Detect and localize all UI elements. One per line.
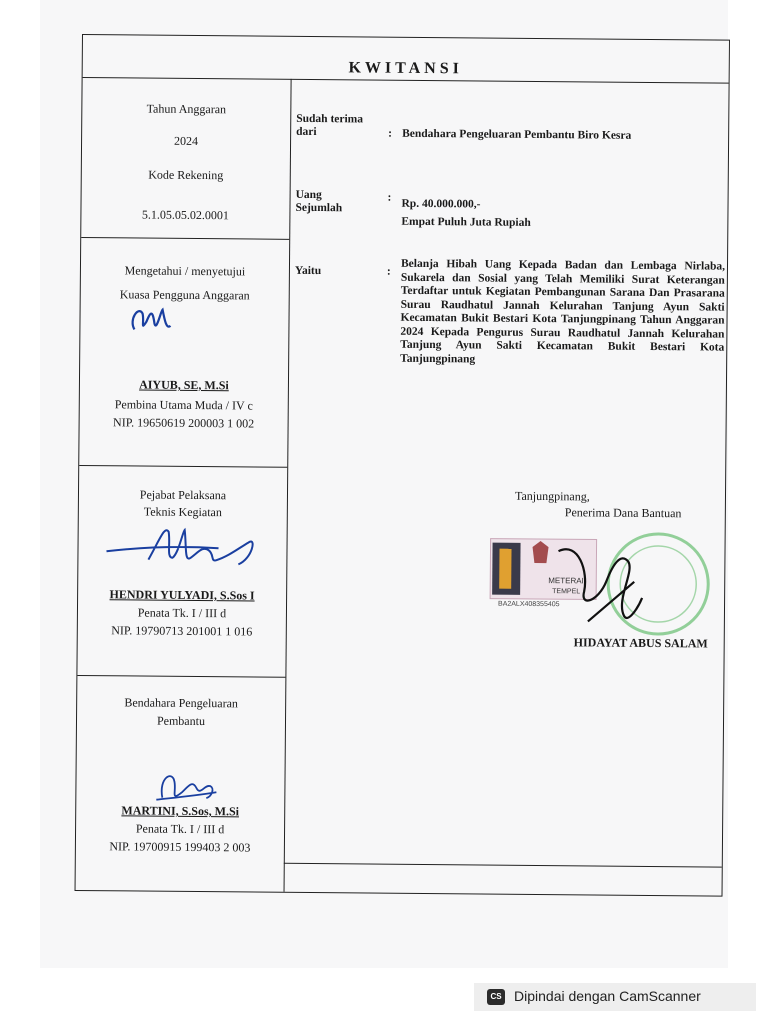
account-code-label: Kode Rekening bbox=[148, 167, 224, 183]
budget-cell bbox=[81, 77, 290, 240]
officer-nip: NIP. 19790713 201001 1 016 bbox=[111, 623, 253, 639]
receipt-title: KWITANSI bbox=[348, 59, 463, 78]
stamp-serial: BA2ALX408355405 bbox=[498, 600, 560, 609]
approver-nip: NIP. 19650619 200003 1 002 bbox=[113, 415, 255, 431]
stamp-and-signature bbox=[488, 511, 729, 643]
receipt-form bbox=[75, 34, 730, 897]
approver-line1: Mengetahui / menyetujui bbox=[124, 263, 246, 279]
purpose-text: Belanja Hibah Uang Kepada Badan dan Lembaga Nirlaba, Sukarela dan Sosial yang Telah Memiliki Surat Keterangan Terdaftar untuk Kegiatan Pembangunan Sarana Dan Prasarana Surau Raudhatul Jannah Kelurahan Tanjung Ayun Sakti Kecamatan Bukit Bestari Kota Tanjungpinang Tahun Anggaran 2024 Kepada Pengurus Surau Raudhatul Jannah Kelurahan Tanjung Ayun Sakti Kecamatan Bukit Bestari Kota Tanjungpinang bbox=[400, 257, 726, 365]
camscanner-watermark bbox=[474, 983, 756, 1011]
camscanner-logo-icon: CS bbox=[487, 989, 505, 1005]
camscanner-text: Dipindai dengan CamScanner bbox=[514, 988, 701, 1004]
purpose-colon: : bbox=[386, 265, 391, 278]
signatory-column bbox=[76, 77, 292, 892]
budget-year: 2024 bbox=[174, 133, 199, 149]
officer-cell bbox=[77, 465, 287, 678]
receipt-details bbox=[284, 79, 729, 896]
approver-cell bbox=[79, 237, 289, 468]
treasurer-rank: Penata Tk. I / III d bbox=[135, 821, 225, 837]
officer-signature bbox=[98, 517, 269, 578]
account-code: 5.1.05.05.02.0001 bbox=[141, 207, 229, 223]
receiver-name: HIDAYAT ABUS SALAM bbox=[573, 635, 708, 651]
amount-value: Rp. 40.000.000,- bbox=[401, 197, 481, 211]
officer-line1: Pejabat Pelaksana bbox=[139, 487, 227, 503]
treasurer-nip: NIP. 19700915 199403 2 003 bbox=[109, 839, 251, 855]
officer-rank: Penata Tk. I / III d bbox=[137, 605, 227, 621]
approver-line2: Kuasa Pengguna Anggaran bbox=[119, 287, 250, 303]
amount-words: Empat Puluh Juta Rupiah bbox=[401, 215, 531, 229]
purpose-label: Yaitu bbox=[294, 264, 322, 278]
receiver-role: Penerima Dana Bantuan bbox=[564, 505, 682, 521]
stamp-text2: TEMPEL bbox=[552, 588, 581, 596]
approver-name: AIYUB, SE, M.Si bbox=[139, 377, 229, 393]
treasurer-cell bbox=[76, 675, 286, 892]
treasurer-line1: Bendahara Pengeluaran bbox=[124, 695, 239, 711]
title-row bbox=[83, 35, 729, 84]
receiver-place: Tanjungpinang, bbox=[514, 488, 590, 504]
received-from-label: Sudah terima dari bbox=[296, 112, 364, 139]
amount-colon: : bbox=[387, 191, 392, 204]
treasurer-line2: Pembantu bbox=[156, 713, 206, 729]
treasurer-signature bbox=[152, 768, 222, 809]
officer-line2: Teknis Kegiatan bbox=[143, 504, 222, 520]
stamp-text1: METERAI bbox=[548, 576, 584, 586]
approver-rank: Pembina Utama Muda / IV c bbox=[114, 397, 253, 413]
approver-signature bbox=[126, 299, 186, 338]
budget-year-label: Tahun Anggaran bbox=[146, 101, 227, 117]
bottom-divider bbox=[284, 863, 722, 868]
received-from-colon: : bbox=[388, 127, 393, 140]
amount-label: Uang Sejumlah bbox=[295, 188, 343, 215]
received-from-value: Bendahara Pengeluaran Pembantu Biro Kesra bbox=[402, 127, 632, 142]
treasurer-name: MARTINI, S.Sos, M.Si bbox=[121, 803, 240, 819]
officer-name: HENDRI YULYADI, S.Sos I bbox=[109, 587, 255, 603]
